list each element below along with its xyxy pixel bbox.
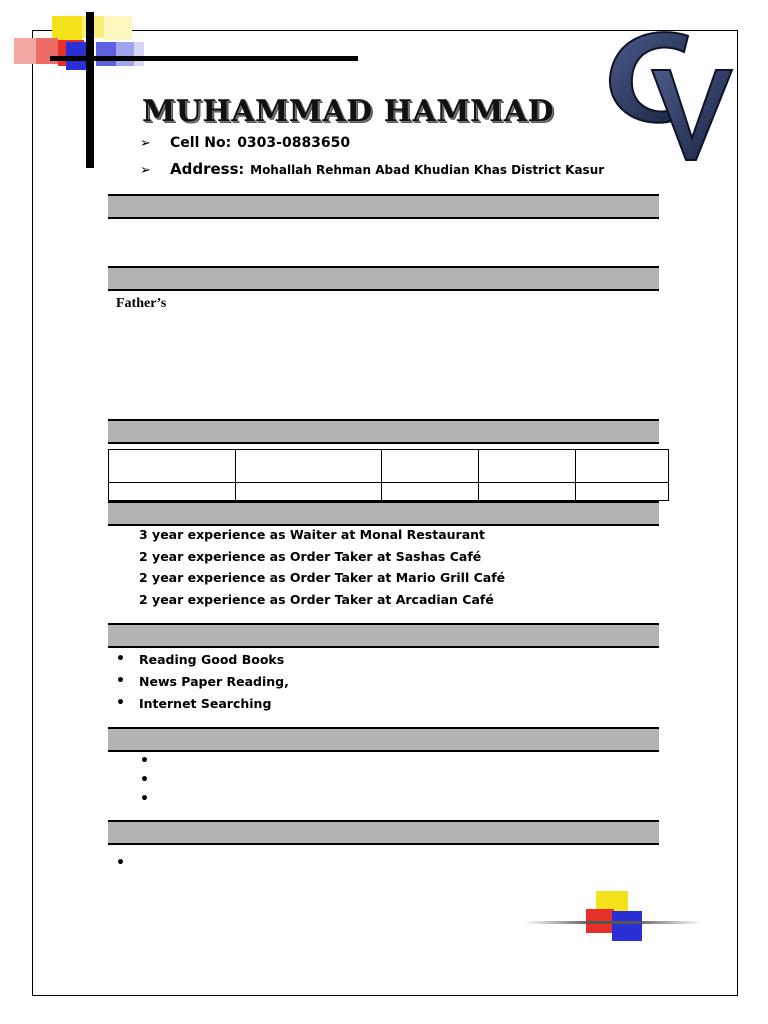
table-cell	[109, 450, 236, 483]
table-row	[109, 483, 669, 501]
table-cell	[109, 483, 236, 501]
table-cell	[479, 450, 576, 483]
fathers-label: Father’s	[116, 296, 167, 311]
table-cell	[479, 483, 576, 501]
list-item: • Reading Good Books	[116, 651, 285, 667]
cv-logo	[600, 26, 740, 166]
list-item: 2 year experience as Order Taker at Mario Grill Café	[139, 570, 506, 585]
list-item	[116, 751, 149, 770]
list-item: 2 year experience as Order Taker at Sashas Café	[139, 548, 482, 564]
list-item: 2 year experience as Order Taker at Arcadian Café	[139, 591, 494, 607]
table-cell	[236, 450, 382, 483]
svg-text:CV: CV	[600, 26, 602, 27]
list-item: 3 year experience as Waiter at Monal Restaurant	[139, 527, 486, 542]
decor-squares-bottom-right	[520, 885, 710, 950]
list-item	[116, 789, 149, 808]
table-cell	[236, 483, 382, 501]
arrow-bullet-icon: ➢	[140, 163, 151, 178]
education-table	[108, 449, 669, 501]
bullet-icon: •	[140, 771, 149, 788]
section-bar-objective	[108, 194, 659, 219]
address-value: Mohallah Rehman Abad Khudian Khas District Kasur	[250, 163, 605, 177]
address-colon: :	[238, 162, 245, 178]
bullet-icon: •	[116, 673, 125, 689]
section-bar-experience	[108, 501, 659, 526]
list-item: • Internet Searching	[116, 695, 272, 711]
list-item: • News Paper Reading,	[116, 673, 289, 689]
arrow-bullet-icon: ➢	[140, 136, 151, 151]
cell-label: Cell No:	[170, 135, 232, 151]
section-bar-personal	[108, 266, 659, 291]
cell-line	[140, 135, 350, 151]
bullet-icon: •	[140, 790, 149, 807]
section-bar-references	[108, 820, 659, 845]
section-bar-interests	[108, 623, 659, 648]
address-line	[140, 160, 604, 178]
cell-value: 0303-0883650	[237, 135, 351, 151]
section-bar-skills	[108, 727, 659, 752]
bullet-icon: •	[116, 855, 125, 871]
table-cell	[382, 450, 479, 483]
experience-list	[139, 527, 505, 613]
table-cell	[576, 483, 669, 501]
skills-list	[116, 751, 149, 808]
section-bar-education	[108, 419, 659, 444]
table-cell	[576, 450, 669, 483]
table-cell	[382, 483, 479, 501]
applicant-name: MUHAMMAD HAMMAD	[142, 94, 554, 129]
references-list	[116, 852, 139, 874]
address-label: Address	[170, 160, 239, 178]
bullet-icon: •	[140, 752, 149, 769]
bullet-icon: •	[116, 695, 125, 711]
list-item	[116, 852, 139, 874]
bullet-icon: •	[116, 651, 125, 667]
interests-list	[116, 648, 289, 714]
table-row	[109, 450, 669, 483]
list-item	[116, 770, 149, 789]
